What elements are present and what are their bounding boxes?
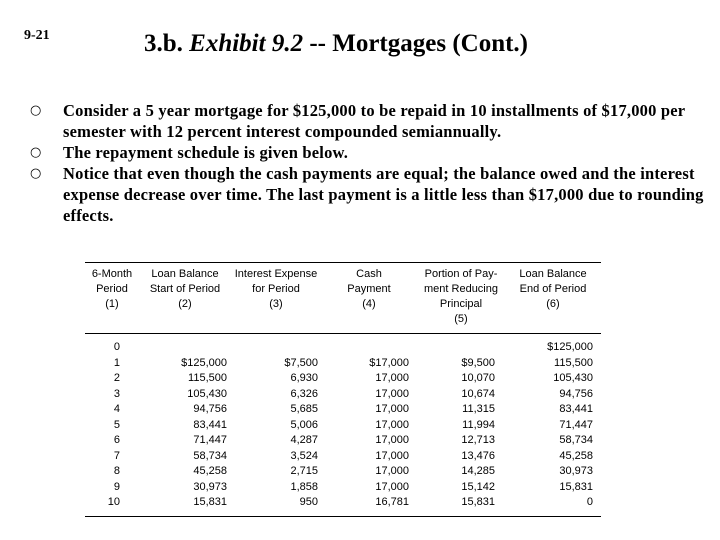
column-header-num: (2) bbox=[178, 298, 192, 310]
hollow-circle-bullet-icon: ○ bbox=[30, 166, 42, 181]
table-cell: 6,930 bbox=[290, 372, 318, 384]
column-header-num: (3) bbox=[269, 298, 283, 310]
table-cell: 17,000 bbox=[375, 387, 409, 400]
table-cell: 10,070 bbox=[461, 372, 495, 384]
table-cell: 105,430 bbox=[187, 387, 227, 400]
column-header bbox=[503, 267, 603, 312]
column-header-line2: ment Reducing bbox=[424, 283, 498, 295]
column-header-line3: Payment bbox=[347, 283, 391, 295]
column-header-num: (4) bbox=[362, 298, 376, 310]
bullet-text: The repayment schedule is given below. bbox=[63, 143, 349, 162]
table-cell: 15,831 bbox=[193, 496, 227, 508]
table-cell: $125,000 bbox=[547, 341, 593, 353]
title-suffix: -- Mortgages (Cont.) bbox=[303, 30, 529, 57]
table-cell: $7,500 bbox=[284, 356, 318, 369]
column-header-line3: Start of Period bbox=[149, 283, 221, 295]
column-header-line2: 6-Month bbox=[91, 268, 133, 280]
table-cell: 16,781 bbox=[375, 496, 409, 508]
table-cell: 94,756 bbox=[559, 387, 593, 400]
table-cell: 12,713 bbox=[461, 434, 495, 446]
table-cell: 17,000 bbox=[375, 480, 409, 493]
table-cell: 3,524 bbox=[290, 449, 318, 462]
table-cell: 105,430 bbox=[553, 372, 593, 384]
column-header-num: (1) bbox=[105, 298, 119, 310]
table-cell: 15,831 bbox=[461, 496, 495, 508]
hollow-circle-bullet-icon: ○ bbox=[30, 103, 42, 118]
page-title bbox=[144, 30, 528, 58]
table-cell: 4 bbox=[113, 403, 120, 415]
column-header-line1: Portion of Pay- bbox=[424, 268, 498, 280]
table-cell: 5,006 bbox=[290, 418, 318, 431]
bullet-item bbox=[30, 100, 710, 142]
table-cell: 58,734 bbox=[193, 449, 227, 462]
table-cell: 3 bbox=[113, 387, 120, 400]
table-cell: $17,000 bbox=[369, 356, 409, 369]
table-cell: 17,000 bbox=[375, 372, 409, 384]
bullet-list bbox=[30, 100, 710, 226]
column-header-line2: Cash bbox=[356, 268, 382, 280]
column-header-line2: Interest Expense bbox=[234, 268, 318, 280]
table-cell: 17,000 bbox=[375, 403, 409, 415]
bullet-item bbox=[30, 142, 710, 163]
table-cell: 2 bbox=[113, 372, 120, 384]
column-header bbox=[226, 267, 326, 312]
table-cell: 950 bbox=[299, 496, 318, 508]
table-cell: 11,315 bbox=[462, 403, 495, 415]
table-cell: 1,858 bbox=[290, 480, 318, 493]
table-cell: $125,000 bbox=[181, 356, 227, 369]
title-italic: Exhibit 9.2 bbox=[189, 30, 304, 57]
table-cell: 0 bbox=[113, 341, 120, 353]
table-cell: 2,715 bbox=[290, 465, 318, 477]
table-cell: 1 bbox=[113, 356, 120, 369]
table-cell: 71,447 bbox=[559, 418, 593, 431]
table-cell: 17,000 bbox=[375, 449, 409, 462]
table-cell: 10,674 bbox=[461, 387, 495, 400]
table-cell: 58,734 bbox=[559, 434, 593, 446]
column-header bbox=[411, 267, 511, 327]
column-header-line2: Loan Balance bbox=[151, 268, 219, 280]
table-cell: 83,441 bbox=[559, 403, 593, 415]
table-cell: 45,258 bbox=[193, 465, 227, 477]
table-cell: 6,326 bbox=[290, 387, 318, 400]
table-cell: 5,685 bbox=[290, 403, 318, 415]
table-cell: 83,441 bbox=[193, 418, 227, 431]
table-cell: 4,287 bbox=[290, 434, 318, 446]
table-cell: 10 bbox=[107, 496, 120, 508]
bullet-text: Notice that even though the cash payments are equal; the balance owed and the interest expense decrease over time. The last payment is a little less than $17,000 due to rounding effects. bbox=[63, 164, 704, 225]
table-cell: 8 bbox=[113, 465, 120, 477]
table-cell: 7 bbox=[113, 449, 120, 462]
column-header-line3: for Period bbox=[252, 283, 300, 295]
column-header-line3: Principal bbox=[439, 298, 483, 310]
bullet-text: Consider a 5 year mortgage for $125,000 to be repaid in 10 installments of $17,000 per semester with 12 percent interest compounded semiannually. bbox=[63, 101, 686, 141]
slide-number: 9-21 bbox=[24, 28, 50, 43]
table-cell: 115,500 bbox=[554, 356, 593, 369]
table-cell: 11,994 bbox=[462, 418, 495, 431]
column-header-num: (5) bbox=[454, 313, 468, 325]
table-cell: 115,500 bbox=[188, 372, 227, 384]
column-header bbox=[135, 267, 235, 312]
table-cell: 71,447 bbox=[193, 434, 227, 446]
table-cell: 5 bbox=[113, 418, 120, 431]
column-header-line3: Period bbox=[96, 283, 128, 295]
table-cell: 30,973 bbox=[193, 480, 227, 493]
title-prefix: 3.b. bbox=[144, 30, 190, 57]
repayment-schedule-table bbox=[85, 262, 601, 517]
table-cell: 14,285 bbox=[461, 465, 495, 477]
table-cell: 9 bbox=[113, 480, 120, 493]
column-header-num: (6) bbox=[546, 298, 560, 310]
table-cell: 17,000 bbox=[375, 465, 409, 477]
column-header-line2: Loan Balance bbox=[519, 268, 587, 280]
table-cell: 0 bbox=[586, 496, 593, 508]
table-cell: 17,000 bbox=[375, 418, 409, 431]
table-cell: 45,258 bbox=[559, 449, 593, 462]
column-header bbox=[319, 267, 419, 312]
hollow-circle-bullet-icon: ○ bbox=[30, 145, 42, 160]
table-cell: 17,000 bbox=[375, 434, 409, 446]
table-cell: 94,756 bbox=[193, 403, 227, 415]
table-cell: $9,500 bbox=[461, 356, 495, 369]
table-cell: 6 bbox=[113, 434, 120, 446]
table-cell: 30,973 bbox=[559, 465, 593, 477]
table-cell: 15,142 bbox=[461, 480, 495, 493]
bullet-item bbox=[30, 163, 710, 226]
column-header-line3: End of Period bbox=[519, 283, 587, 295]
header-divider bbox=[85, 333, 601, 334]
table-cell: 15,831 bbox=[559, 480, 593, 493]
table-cell: 13,476 bbox=[461, 449, 495, 462]
